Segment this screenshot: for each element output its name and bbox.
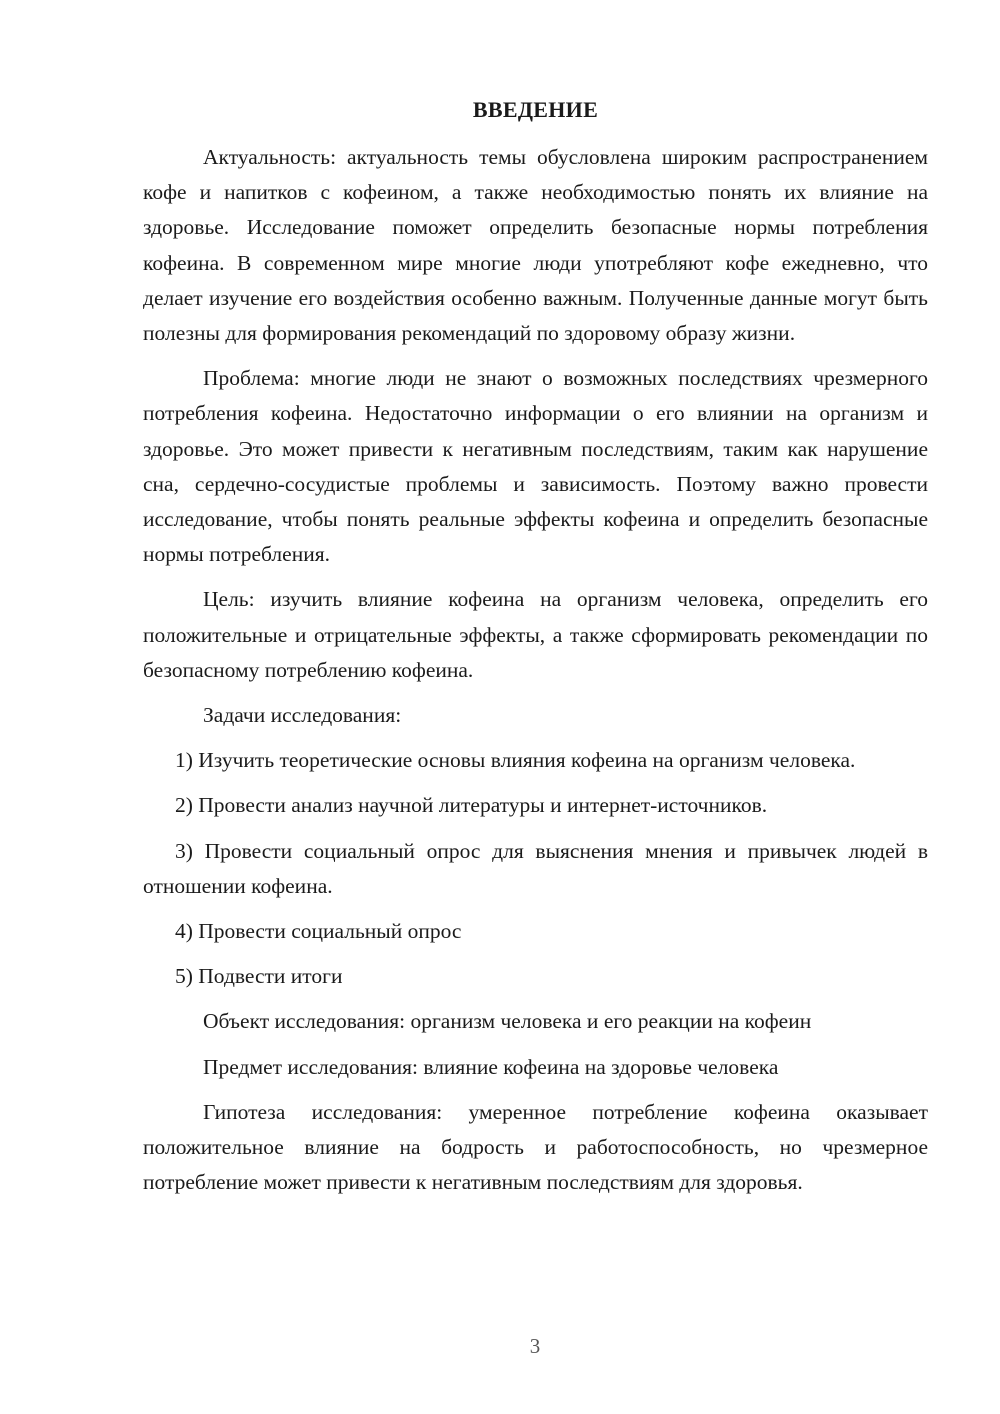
research-hypothesis: Гипотеза исследования: умеренное потребление кофеина оказывает положительное влияние на бодрость и работоспособность, но чрезмерное потребление может привести к негативным последствиям для здоровья. [143, 1099, 928, 1195]
task-item-3: 3) Провести социальный опрос для выяснения мнения и привычек людей в отношении кофеина. [143, 838, 928, 898]
goal-paragraph: Цель: изучить влияние кофеина на организм человека, определить его положительные и отрицательные эффекты, а также сформировать рекомендации по безопасному потреблению кофеина. [143, 587, 928, 682]
tasks-heading: Задачи исследования: [203, 703, 402, 728]
section-title: ВВЕДЕНИЕ [472, 97, 599, 122]
document-page [143, 92, 928, 1210]
relevance-paragraph: Актуальность: актуальность темы обусловлена широким распространением кофе и напитков с кофеином, а также необходимостью понять их влияние на здоровье. Исследование поможет определить безопасные нормы потребления кофеина. В современном мире многие люди употребляют кофе ежедневно, что делает изучение его воздействия особенно важным. Полученные данные могут быть полезны для формирования рекомендаций по здоровому образу жизни. [143, 145, 928, 346]
research-object: Объект исследования: организм человека и его реакции на кофеин [203, 1009, 812, 1034]
problem-paragraph: Проблема: многие люди не знают о возможных последствиях чрезмерного потребления кофеина. Недостаточно информации о его влиянии на организм и здоровье. Это может привести к негативным последствиям, таким как нарушение сна, сердечно-сосудистые проблемы и зависимость. Поэтому важно провести исследование, чтобы понять реальные эффекты кофеина и определить безопасные нормы потребления. [143, 366, 928, 567]
task-item-5: 5) Подвести итоги [175, 964, 343, 989]
task-item-4: 4) Провести социальный опрос [175, 919, 462, 944]
task-item-1: 1) Изучить теоретические основы влияния кофеина на организм человека. [175, 748, 856, 773]
research-subject: Предмет исследования: влияние кофеина на здоровье человека [203, 1054, 779, 1079]
page-number: 3 [529, 1334, 541, 1358]
task-item-2: 2) Провести анализ научной литературы и интернет-источников. [175, 793, 768, 818]
